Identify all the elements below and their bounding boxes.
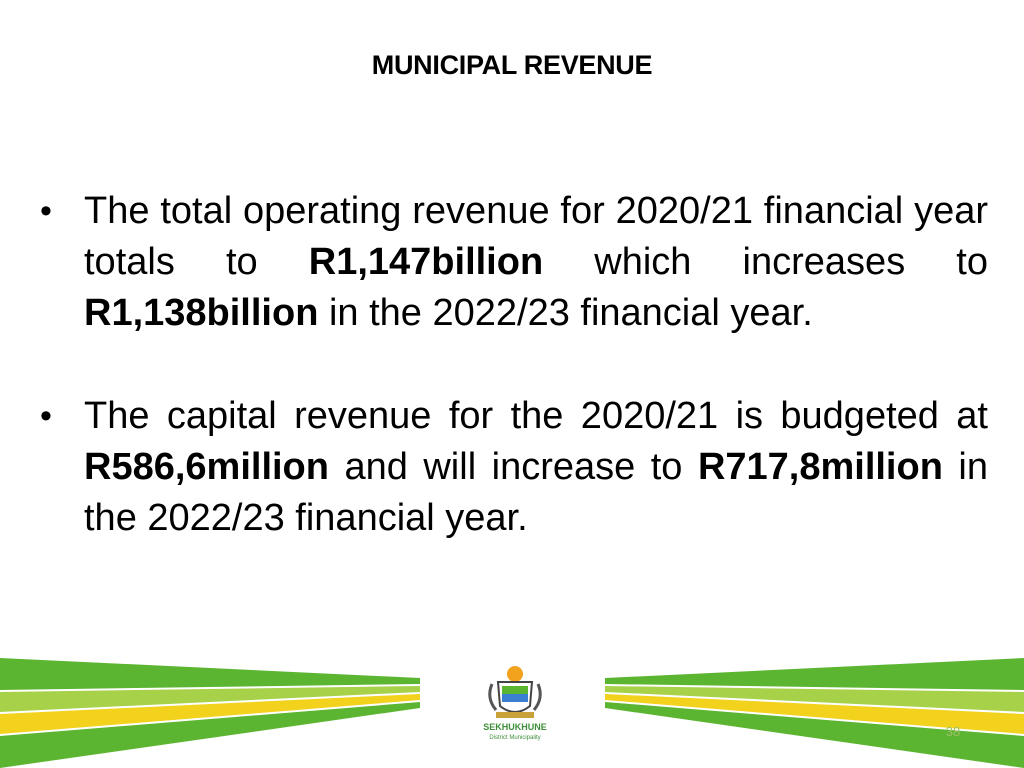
bullet-bold-amount: R586,6million [84,446,329,488]
page-number: 38 [945,724,961,739]
slide-title: MUNICIPAL REVENUE [371,50,653,80]
bullet-dot-icon: • [40,397,52,435]
logo-subtitle: District Municipality [489,735,541,741]
bullet-text: in the 2022/23 financial year. [84,446,988,539]
bullet-text: which increases to [543,241,988,283]
bullet-bold-amount: R1,138billion [84,292,319,334]
bullet-list [40,186,988,596]
bullet-bold-amount: R1,147billion [308,241,544,283]
right-green-stripe [605,658,1024,690]
bullet-bold-amount: R717,8million [697,446,943,488]
bullet-capital-revenue [40,391,988,544]
left-green-stripe [0,658,420,690]
bullet-text: in the 2022/23 financial year. [318,292,813,334]
bullet-dot-icon: • [40,192,52,230]
logo-name: SEKHUKHUNE [483,722,547,732]
bullet-operating-revenue [40,186,988,339]
bullet-text: The capital revenue for the 2020/21 is budgeted at [84,395,988,437]
bullet-text: and will increase to [328,446,698,488]
bullet-text: The total operating revenue for 2020/21 financial year totals to [84,190,988,283]
